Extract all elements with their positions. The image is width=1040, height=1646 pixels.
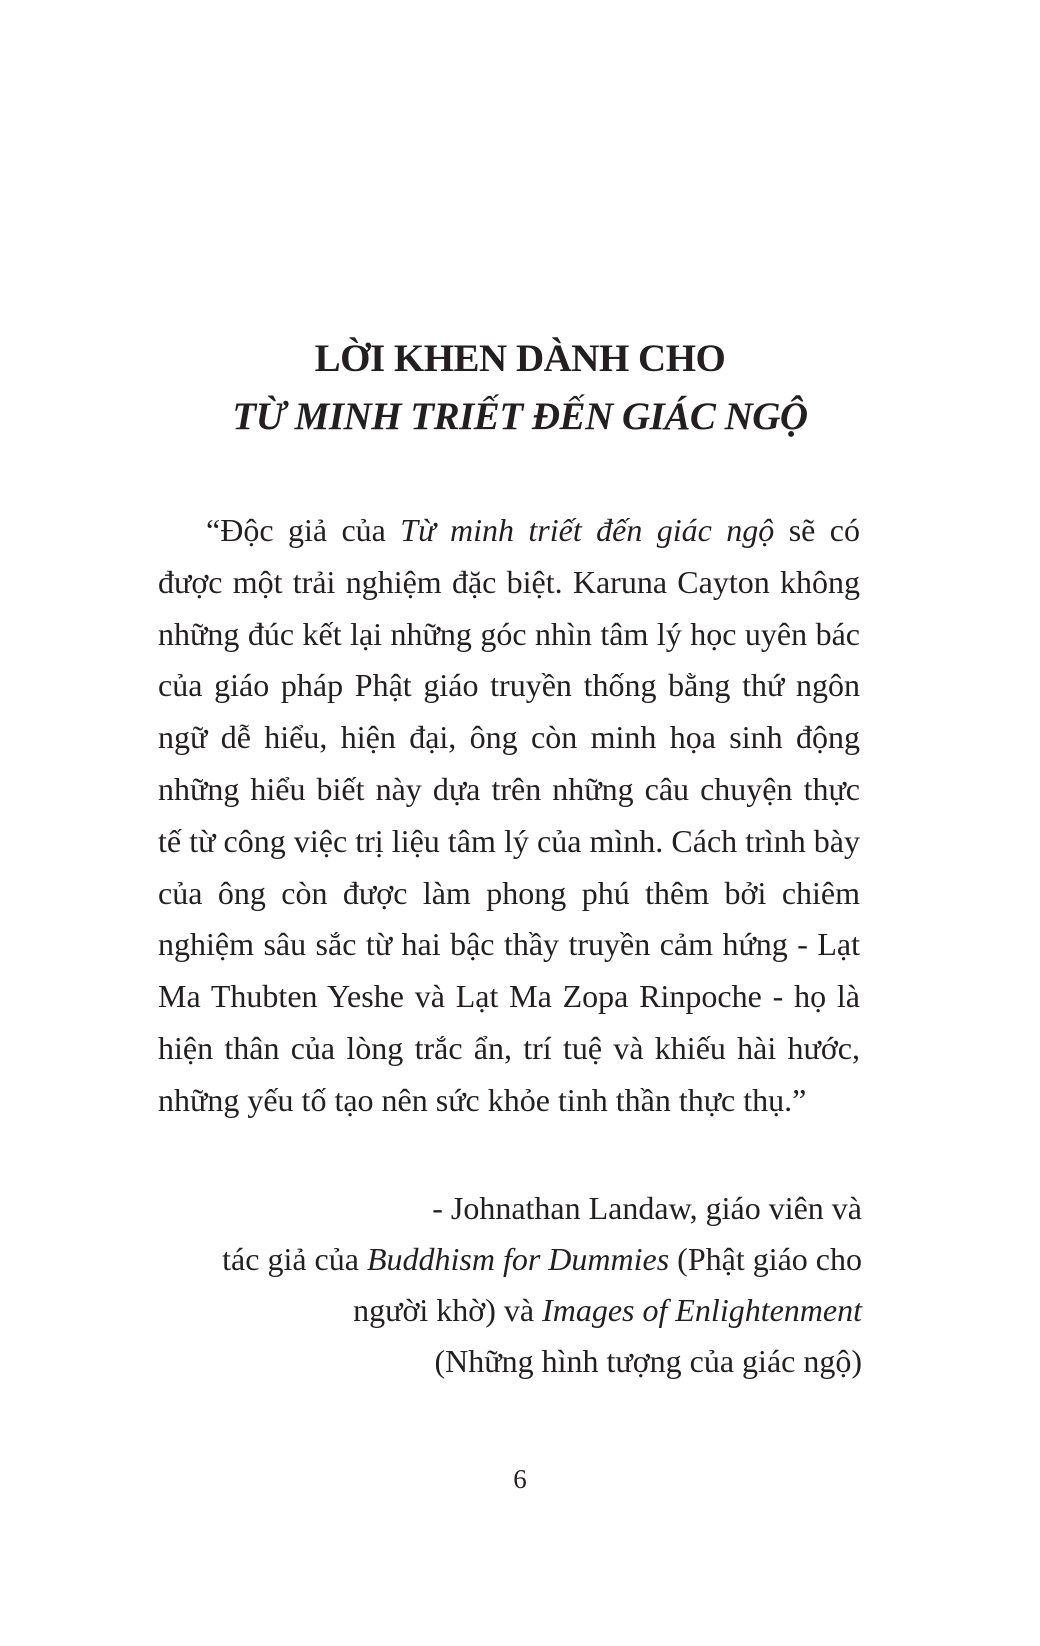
quote-attribution [142,1183,862,1387]
quote-text-body: sẽ có được một trải nghiệm đặc biệt. Karuna Cayton không những đúc kết lại những góc nhìn tâm lý học uyên bác của giáo pháp Phật giáo truyền thống bằng thứ ngôn ngữ dễ hiểu, hiện đại, ông còn minh họa sinh động những hiểu biết này dựa trên những câu chuyện thực tế từ công việc trị liệu tâm lý của mình. Cách trình bày của ông còn được làm phong phú thêm bởi chiêm nghiệm sâu sắc từ hai bậc thầy truyền cảm hứng - Lạt Ma Thubten Yeshe và Lạt Ma Zopa Rinpoche - họ là hiện thân của lòng trắc ẩn, trí tuệ và khiếu hài hước, những yếu tố tạo nên sức khỏe tinh thần thực thụ.” [158,512,861,1118]
heading-line-praise: LỜI KHEN DÀNH CHO [314,337,726,380]
attribution-line-2 [142,1234,862,1285]
heading-line-book-title: TỪ MINH TRIẾT ĐẾN GIÁC NGỘ [232,395,808,438]
praise-quote [158,505,860,1127]
page-heading [0,330,1040,446]
attribution-author: - Johnathan Landaw, giáo viên và [432,1190,862,1226]
quote-book-title: Từ minh triết đến giác ngộ [400,512,775,548]
attribution-prefix: tác giả của [222,1241,367,1277]
attribution-book-2: Images of Enlightenment [542,1292,862,1328]
attribution-book-2-translation: (Những hình tượng của giác ngộ) [434,1343,862,1379]
attribution-book-1-translation: (Phật giáo cho [669,1241,862,1277]
attribution-connector: người khờ) và [353,1292,543,1328]
page-number: 6 [513,1464,527,1494]
quote-text-start: “Độc giả của [206,512,401,548]
attribution-book-1: Buddhism for Dummies [366,1241,670,1277]
attribution-line-3 [142,1285,862,1336]
